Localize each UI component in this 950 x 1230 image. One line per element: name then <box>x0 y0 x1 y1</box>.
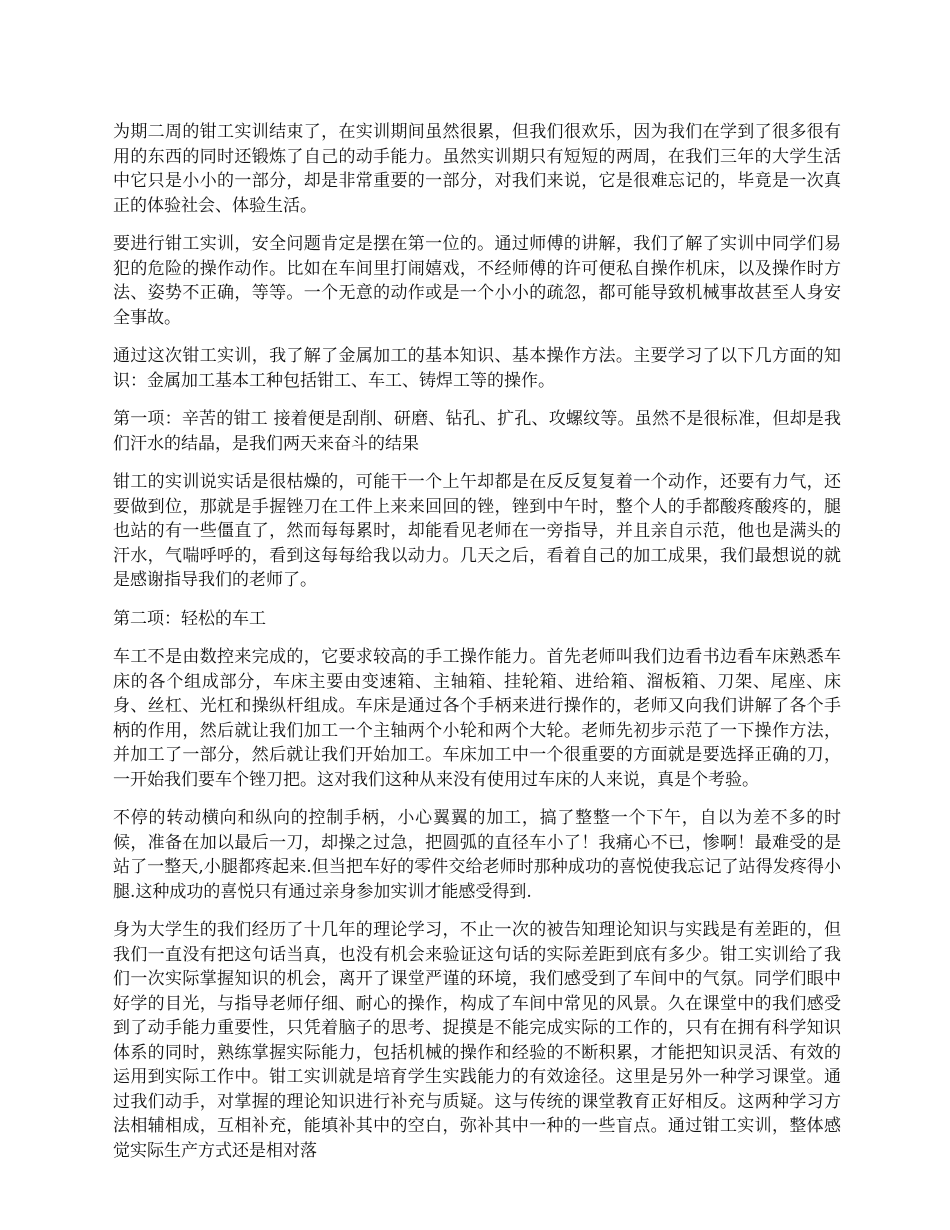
paragraph-section-one: 第一项：辛苦的钳工 接着便是刮削、研磨、钻孔、扩孔、攻螺纹等。虽然不是很标准，但却是我们汗水的结晶，是我们两天来奋斗的结果 <box>113 409 841 454</box>
paragraph-reflection: 身为大学生的我们经历了十几年的理论学习，不止一次的被告知理论知识与实践是有差距的，但我们一直没有把这句话当真，也没有机会来验证这句话的实际差距到底有多少。钳工实训给了我们一次实际掌握知识的机会，离开了课堂严谨的环境，我们感受到了车间中的气氛。同学们眼中好学的目光，与指导老师仔细、耐心的操作，构成了车间中常见的风景。久在课堂中的我们感受到了动手能力重要性，只凭着脑子的思考、捉摸是不能完成实际的工作的，只有在拥有科学知识体系的同时，熟练掌握实际能力，包括机械的操作和经验的不断积累，才能把知识灵活、有效的运用到实际工作中。钳工实训就是培育学生实践能力的有效途径。这里是另外一种学习课堂。通过我们动手，对掌握的理论知识进行补充与质疑。这与传统的课堂教育正好相反。这两种学习方法相辅相成，互相补充，能填补其中的空白，弥补其中一种的一些盲点。通过钳工实训，整体感觉实际生产方式还是相对落 <box>113 920 841 1161</box>
paragraph-overview: 通过这次钳工实训，我了解了金属加工的基本知识、基本操作方法。主要学习了以下几方面的知识：金属加工基本工种包括钳工、车工、铸焊工等的操作。 <box>113 346 841 391</box>
document-body <box>113 120 841 1177</box>
paragraph-safety: 要进行钳工实训，安全问题肯定是摆在第一位的。通过师傅的讲解，我们了解了实训中同学们易犯的危险的操作动作。比如在车间里打闹嬉戏，不经师傅的许可便私自操作机床，以及操作时方法、姿势不正确，等等。一个无意的动作或是一个小小的疏忽，都可能导致机械事故甚至人身安全事故。 <box>113 234 841 328</box>
paragraph-fitter-experience: 钳工的实训说实话是很枯燥的，可能干一个上午却都是在反反复复着一个动作，还要有力气，还要做到位，那就是手握锉刀在工件上来来回回的锉，锉到中午时，整个人的手都酸疼酸疼的，腿也站的有一些僵直了，然而每每累时，却能看见老师在一旁指导，并且亲自示范，他也是满头的汗水，气喘呼呼的，看到这每每给我以动力。几天之后，看着自己的加工成果，我们最想说的就是感谢指导我们的老师了。 <box>113 472 841 590</box>
paragraph-lathe-intro: 车工不是由数控来完成的，它要求较高的手工操作能力。首先老师叫我们边看书边看车床熟悉车床的各个组成部分，车床主要由变速箱、主轴箱、挂轮箱、进给箱、溜板箱、刀架、尾座、床身、丝杠、光杠和操纵杆组成。车床是通过各个手柄来进行操作的，老师又向我们讲解了各个手柄的作用，然后就让我们加工一个主轴两个小轮和两个大轮。老师先初步示范了一下操作方法，并加工了一部分，然后就让我们开始加工。车床加工中一个很重要的方面就是要选择正确的刀，一开始我们要车个锉刀把。这对我们这种从来没有使用过车床的人来说，真是个考验。 <box>113 647 841 790</box>
section-heading-lathe: 第二项：轻松的车工 <box>113 608 266 629</box>
paragraph-lathe-experience: 不停的转动横向和纵向的控制手柄，小心翼翼的加工，搞了整整一个下午，自以为差不多的时候，准备在加以最后一刀，却操之过急，把圆弧的直径车小了！我痛心不已，惨啊！最难受的是站了一整天,小腿都疼起来.但当把车好的零件交给老师时那种成功的喜悦使我忘记了站得发疼得小腿.这种成功的喜悦只有通过亲身参加实训才能感受得到. <box>113 808 841 902</box>
paragraph-intro: 为期二周的钳工实训结束了，在实训期间虽然很累，但我们很欢乐，因为我们在学到了很多很有用的东西的同时还锻炼了自己的动手能力。虽然实训期只有短短的两周，在我们三年的大学生活中它只是小小的一部分，却是非常重要的一部分，对我们来说，它是很难忘记的，毕竟是一次真正的体验社会、体验生活。 <box>113 122 841 216</box>
